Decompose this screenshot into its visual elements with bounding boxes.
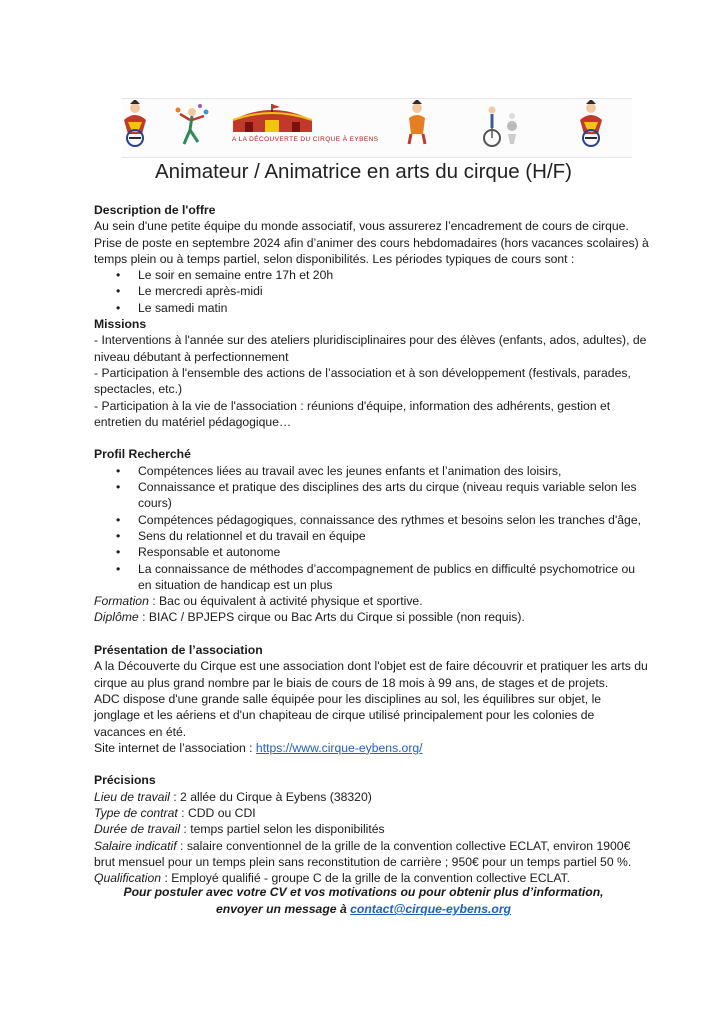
site-line	[94, 740, 649, 756]
contrat-value: : CDD ou CDI	[177, 805, 256, 820]
list-item: • Sens du relationnel et du travail en équipe	[94, 528, 649, 544]
spacer	[94, 756, 649, 772]
diplome-line	[94, 609, 649, 625]
list-item: • Le samedi matin	[94, 300, 649, 316]
clown-logo-left-icon	[120, 100, 150, 148]
contact-email-link[interactable]: contact@cirque-eybens.org	[350, 902, 512, 916]
list-item: • Compétences liées au travail avec les jeunes enfants et l’animation des loisirs,	[94, 463, 649, 479]
footer-line-2	[0, 901, 727, 918]
profil-heading: Profil Recherché	[94, 447, 191, 462]
contrat-label: Type de contrat	[94, 805, 178, 820]
description-heading: Description de l'offre	[94, 203, 216, 217]
clown-logo-right-icon	[576, 100, 606, 148]
description-para-1: Au sein d'une petite équipe du monde associatif, vous assurerez l’encadrement de cours de cirque.	[94, 219, 629, 234]
qualif-value: : Employé qualifié - groupe C de la grille de la convention collective ECLAT.	[161, 871, 571, 886]
duree-label: Durée de travail	[94, 822, 181, 837]
lieu-label: Lieu de travail	[94, 789, 170, 804]
formation-line	[94, 593, 649, 609]
list-item: • Compétences pédagogiques, connaissance des rythmes et besoins selon les tranches d'âge,	[94, 512, 649, 528]
lieu-value: : 2 allée du Cirque à Eybens (38320)	[169, 789, 372, 804]
banner-caption: A LA DÉCOUVERTE DU CIRQUE À EYBENS	[232, 136, 379, 143]
footer-prefix: envoyer un message à	[215, 902, 351, 916]
association-heading: Présentation de l’association	[94, 643, 263, 658]
salaire-value: : salaire conventionnel de la grille de la convention collective ECLAT, environ 1900€ brut mensuel pour un temps plein sans reconstitution de carrière ; 950€ pour un temps partiel 50 %.	[94, 838, 632, 869]
diplome-value: : BIAC / BPJEPS cirque ou Bac Arts du Cirque si possible (non requis).	[138, 610, 525, 625]
site-link[interactable]: https://www.cirque-eybens.org/	[255, 740, 423, 755]
document-body	[94, 202, 649, 886]
mission-item: - Participation à la vie de l'association : réunions d'équipe, information des adhérents, gestion et entretien du matériel pédagogique…	[94, 398, 611, 429]
footer-line-1: Pour postuler avec votre CV et vos motivations ou pour obtenir plus d’information,	[123, 885, 604, 899]
contrat-line	[94, 805, 649, 821]
unicycle-acrobat-icon	[478, 104, 524, 148]
formation-value: : Bac ou équivalent à activité physique et sportive.	[148, 594, 423, 609]
clown-figure-icon	[404, 100, 430, 146]
site-label: Site internet de l’association :	[94, 740, 256, 755]
missions-heading: Missions	[94, 317, 147, 332]
footer-contact	[0, 884, 727, 918]
diplome-label: Diplôme	[94, 610, 139, 625]
duree-value: : temps partiel selon les disponibilités	[180, 822, 385, 837]
mission-item: - Interventions à l'année sur des ateliers pluridisciplinaires pour des élèves (enfants, ados, adultes), de niveau débutant à perfectionnement	[94, 333, 647, 364]
lieu-line	[94, 789, 649, 805]
juggler-figure-icon	[172, 104, 214, 148]
circus-tent-icon	[225, 104, 320, 134]
precisions-heading: Précisions	[94, 773, 156, 788]
qualif-label: Qualification	[94, 871, 162, 886]
list-item: • Le soir en semaine entre 17h et 20h	[94, 267, 649, 283]
list-item: • Responsable et autonome	[94, 544, 649, 560]
salaire-label: Salaire indicatif	[94, 838, 177, 853]
association-para-1: A la Découverte du Cirque est une association dont l'objet est de faire découvrir et pratiquer les arts du cirque au plus grand nombre par le biais de cours de 18 mois à 99 ans, de stages et de projets.	[94, 659, 648, 690]
formation-label: Formation	[94, 594, 149, 609]
profil-list	[94, 463, 649, 593]
duree-line	[94, 821, 649, 837]
spacer	[94, 430, 649, 446]
association-para-2: ADC dispose d'une grande salle équipée pour les disciplines au sol, les équilibres sur objet, le jonglage et les aériens et d'un chapiteau de cirque utilisé principalement pour les colonies de vacances en été.	[94, 691, 602, 739]
list-item: • Connaissance et pratique des disciplines des arts du cirque (niveau requis variable selon les cours)	[94, 479, 649, 512]
page-title: Animateur / Animatrice en arts du cirque (H/F)	[155, 160, 572, 183]
spacer	[94, 626, 649, 642]
periods-list	[94, 267, 649, 316]
salaire-line	[94, 838, 649, 871]
list-item: • La connaissance de méthodes d’accompagnement de publics en difficulté psychomotrice ou en situation de handicap est un plus	[94, 561, 649, 594]
list-item: • Le mercredi après-midi	[94, 283, 649, 299]
mission-item: - Participation à l'ensemble des actions de l’association et à son développement (festivals, parades, spectacles, etc.)	[94, 365, 631, 397]
description-para-2: Prise de poste en septembre 2024 afin d’animer des cours hebdomadaires (hors vacances scolaires) à temps plein ou à temps partiel, selon disponibilités. Les périodes typiques de cours sont :	[94, 235, 649, 266]
